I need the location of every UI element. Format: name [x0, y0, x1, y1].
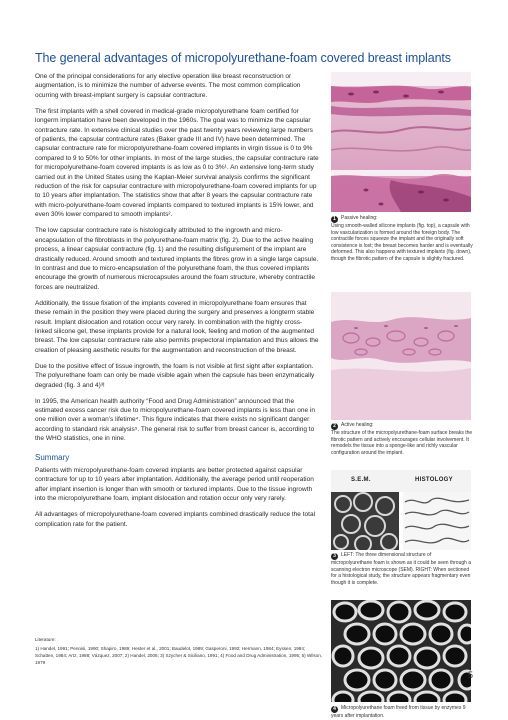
figure-4-text: Micropolyurethane foam freed from tissue by enzymes 9 years after implantation. [331, 705, 466, 719]
histology-active-image [331, 292, 471, 420]
figure-1-caption [331, 215, 473, 263]
figure-4-caption [331, 705, 473, 720]
paragraph-histology: The low capsular contracture rate is histologically attributed to the ingrowth and micro-encapsulation of the fibroblasts in the polyurethane-foam matrix (fig. 2). Due to the active healing process, a linear capsular contracture (fig. 1) and the resulting disfigurement of the implant are drastically reduced. Around smooth and textured implants the fibres grow in a single large capsule. In contrast and due to micro-encapsulation of the polyurethane foam, the thus covered implants encourage the growth of numerous microcapsules around the foam structure, whereby contractile forces are neutralized. [35, 227, 319, 291]
literature-heading: Literature: [35, 637, 56, 642]
summary-paragraph-2: All advantages of micropolyurethane-foam covered implants combined drastically reduce the total complication rate for the patient. [35, 511, 316, 528]
figure-4-number: 4 [331, 706, 338, 713]
figure-2-image [331, 292, 471, 420]
sem-label-bar [331, 470, 471, 492]
figure-1-number: 1 [331, 216, 338, 223]
page-number: 5 [468, 670, 474, 680]
paragraph-history: The first implants with a shell covered in medical-grade micropolyurethane foam certified for longerm implantation have been developed in the 1960s. The goal was to minimize the capsular contracture rate. In extensive clinical studies over the past twenty years reviewing large numbers of patients, the capsular contracture rates (Baker grade III and IV) have been determined. The capsular contracture rate for micropolyurethane-foam covered implants in virgin tissue is 0 to 9% compared to 9 to 50% for other implants. In most of the large studies, the capsular contracture rate for micropolyurethane-foam covered implants is as low as 0 to 3%¹. An extensive long-term study carried out in the United States using the Kaplan-Meier survival analysis confirms the significant reduction of the risk for capsular contracture with micropolyurethane-foam covered implants for up to 10 years after implantation. The statistics show that after 8 years the capsular contracture rate with micro-polyurethane-foam covered implants compared to textured implants is 15% lower, and even 30% lower compared to smooth implants². [35, 107, 319, 219]
histology-passive-image [331, 72, 471, 212]
figure-2-number: 2 [331, 423, 338, 430]
sem-histology-image [331, 492, 471, 550]
paragraph-explantation: Due to the positive effect of tissue ingrowth, the foam is not visible at first sight after explantation. The polyurethane foam can only be made visible again when the capsule has been enzymatically degraded (fig. 3 and 4)³! [35, 362, 315, 389]
figure-4-image [331, 600, 474, 702]
summary-paragraph-1: Patients with micropolyurethane-foam covered implants are better protected against capsular contracture for up to 10 years after implantation. Additionally, the average period until reoperation after implant insertion is longer than with smooth or textured implants. Due to the tissue ingrowth into the micropolyurethane foam, implant dislocation and rotation occur only very rarely. [35, 467, 314, 503]
literature-section [35, 636, 325, 666]
figure-3-number: 3 [331, 553, 338, 560]
figure-2-text: The structure of the micropolyurethane-foam surface breaks the fibrotic pattern and actively encourages cellular involvement. It remodels the tissue into a sponge-like and richly vascular configuration around the implant. [331, 430, 473, 456]
main-text-column [35, 72, 319, 536]
figure-2-caption [331, 422, 473, 456]
figure-3-image [331, 470, 471, 550]
sem-label: S.E.M. [351, 477, 371, 483]
paragraph-fixation: Additionally, the tissue fixation of the implants covered in micropolyurethane foam ensures that these remain in the position they were placed during the surgery and preserves a longterm stable result. Implant dislocation and rotation occur very rarely. In combination with the highly cross-linked silicone gel, these implants provide for a natural look, feeling and motion of the augmented breast. The low capsular contracture rate also permits prepectoral implantation and thus allows the creation of pleasing aesthetic results for the augmentation and reconstruction of the breast. [35, 299, 319, 354]
figure-2-title: Active healing: [341, 422, 374, 428]
paragraph-fda: In 1995, the American health authority “Food and Drug Administration” announced that the estimated excess cancer risk due to micropolyurethane-foam covered implants is less than one in one million over a woman’s lifetime⁴. This figure indicates that there exists no significant danger according to standard risk analysis⁵. The general risk to suffer from breast cancer is, according to the WHO statistics, one in nine. [35, 397, 315, 443]
figure-3-caption [331, 552, 473, 586]
figure-1-title: Passive healing: [341, 215, 378, 221]
histology-label: HISTOLOGY [415, 477, 453, 483]
paragraph-intro: One of the principal considerations for any elective operation like breast reconstruction or augmentation, is to minimize the number of adverse events. The most common complication ocurring with breast-implant surgery is capsular contracture. [35, 73, 301, 99]
summary-heading: Summary [35, 452, 70, 462]
literature-references: 1) Handel, 1991; Pennisi, 1990; Shapiro, 1989; Hester et al., 2001; Baudelot, 1989; Gasperoni, 1992; Hermann, 1984; Eyssen, 1984; Schatten, 1984; Artz, 1988; Vázquez, 2007; 2) Handel, 2006; 3) Szycher & Siciliano, 1991; 4) Food and Drug Administration, 1995; 5) Wilson, 1979 [35, 646, 323, 665]
page-title: The general advantages of micropolyurethane-foam covered breast implants [35, 51, 451, 66]
figure-1-text: Using smooth-walled silicone implants (fig. top), a capsule with low vascularization is formed around the foreign body. The contractile forces squeeze the implant and the originally soft consistence is lost; the breast becomes harder and is eventually deformed. This also happens with textured implants (fig. down), though the fibrotic pattern of the capsule is slightly fractured. [331, 223, 473, 262]
figure-1-image [331, 72, 471, 212]
foam-structure-image [331, 600, 474, 702]
figure-3-text: LEFT: The three dimensional structure of micropolyurethane foam is shown as it could be seen through a scanning electron microscope (SEM). RIGHT: When sectioned for a histological study, the structure appears fragmentary even though it is complete. [331, 552, 472, 586]
